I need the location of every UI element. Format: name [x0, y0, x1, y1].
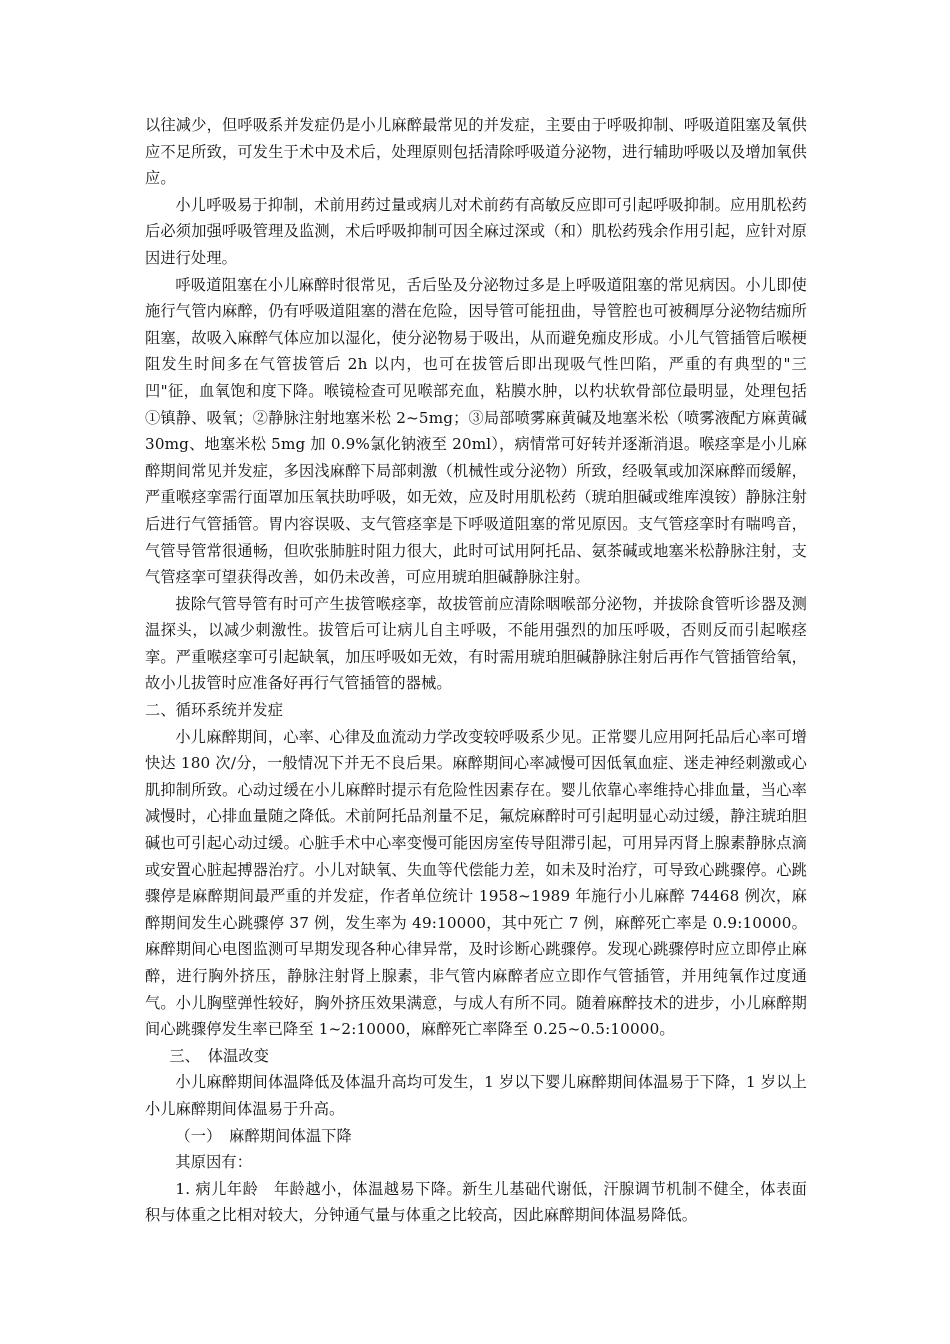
paragraph-extubation: 拔除气管导管有时可产生拔管喉痉挛，故拔管前应清除咽喉部分泌物，并拔除食管听诊器及测温探头，以减少刺激性。拔管后可让病儿自主呼吸，不能用强烈的加压呼吸，否则反而引起喉痉挛。严重喉痉挛可引起缺氧，加压呼吸如无效，有时需用琥珀胆碱静脉注射后再作气管插管给氧，故小儿拔管时应准备好再行气管插管的器械。 [145, 594, 807, 693]
paragraph-temperature-intro: 小儿麻醉期间体温降低及体温升高均可发生，1 岁以下婴儿麻醉期间体温易于下降，1 岁以上小儿麻醉期间体温易于升高。 [145, 1073, 807, 1118]
document-body [145, 112, 807, 1229]
section-heading-circulatory: 二、循环系统并发症 [145, 701, 284, 720]
paragraph-circulatory: 小儿麻醉期间，心率、心律及血流动力学改变较呼吸系少见。正常婴儿应用阿托品后心率可增快达 180 次/分，一般情况下并无不良后果。麻醉期间心率减慢可因低氧血症、迷走神经刺激或心肌抑制所致。心动过缓在小儿麻醉时提示有危险性因素存在。婴儿依靠心率维持心排血量，当心率减慢时，心排血量随之降低。术前阿托品剂量不足，氟烷麻醉时可引起明显心动过缓，静注琥珀胆碱也可引起心动过缓。心脏手术中心率变慢可能因房室传导阻滞引起，可用异丙肾上腺素静脉点滴或安置心脏起搏器治疗。小儿对缺氧、失血等代偿能力差，如未及时治疗，可导致心跳骤停。心跳骤停是麻醉期间最严重的并发症，作者单位统计 1958~1989 年施行小儿麻醉 74468 例次，麻醉期间发生心跳骤停 37 例，发生率为 49:10000，其中死亡 7 例，麻醉死亡率是 0.9:10000。麻醉期间心电图监测可早期发现各种心律异常，及时诊断心跳骤停。发现心跳骤停时应立即停止麻醉，进行胸外挤压，静脉注射肾上腺素，非气管内麻醉者应立即作气管插管，并用纯氧作过度通气。小儿胸壁弹性较好，胸外挤压效果满意，与成人有所不同。随着麻醉技术的进步，小儿麻醉期间心跳骤停发生率已降至 1~2:10000，麻醉死亡率降至 0.25~0.5:10000。 [145, 727, 807, 1039]
subsection-heading-hypothermia: （一） 麻醉期间体温下降 [175, 1126, 352, 1145]
paragraph-airway-obstruction: 呼吸道阻塞在小儿麻醉时很常见，舌后坠及分泌物过多是上呼吸道阻塞的常见病因。小儿即使施行气管内麻醉，仍有呼吸道阻塞的潜在危险，因导管可能扭曲，导管腔也可被稠厚分泌物结痂所阻塞，故吸入麻醉气体应加以湿化，使分泌物易于吸出，从而避免痂皮形成。小儿气管插管后喉梗阻发生时间多在气管拔管后 2h 以内，也可在拔管后即出现吸气性凹陷，严重的有典型的"三凹"征，血氧饱和度下降。喉镜检查可见喉部充血，粘膜水肿，以杓状软骨部位最明显，处理包括①镇静、吸氧；②静脉注射地塞米松 2~5mg；③局部喷雾麻黄碱及地塞米松（喷雾液配方麻黄碱 30mg、地塞米松 5mg 加 0.9%氯化钠液至 20ml），病情常可好转并逐渐消退。喉痉挛是小儿麻醉期间常见并发症，多因浅麻醉下局部刺激（机械性或分泌物）所致，经吸氧或加深麻醉而缓解，严重喉痉挛需行面罩加压氧扶助呼吸，如无效，应及时用肌松药（琥珀胆碱或维库溴铵）静脉注射后进行气管插管。胃内容误吸、支气管痉挛是下呼吸道阻塞的常见原因。支气管痉挛时有喘鸣音，气管导管常很通畅，但吹张肺脏时阻力很大，此时可试用阿托品、氨茶碱或地塞米松静脉注射，支气管痉挛可望获得改善，如仍未改善，可应用琥珀胆碱静脉注射。 [145, 275, 807, 587]
paragraph-respiratory-intro: 以往减少，但呼吸系并发症仍是小儿麻醉最常见的并发症，主要由于呼吸抑制、呼吸道阻塞及氧供应不足所致，可发生于术中及术后，处理原则包括清除呼吸道分泌物，进行辅助呼吸以及增加氧供应。 [145, 116, 807, 188]
section-heading-temperature: 三、 体温改变 [169, 1046, 270, 1065]
paragraph-cause-age: 1. 病儿年龄 年龄越小，体温越易下降。新生儿基础代谢低，汗腺调节机制不健全，体表面积与体重之比相对较大，分钟通气量与体重之比较高，因此麻醉期间体温易降低。 [145, 1179, 807, 1225]
paragraph-causes-label: 其原因有： [175, 1153, 253, 1172]
paragraph-respiratory-depression: 小儿呼吸易于抑制，术前用药过量或病儿对术前药有高敏反应即可引起呼吸抑制。应用肌松药后必须加强呼吸管理及监测，术后呼吸抑制可因全麻过深或（和）肌松药残余作用引起，应针对原因进行处理。 [145, 195, 807, 267]
